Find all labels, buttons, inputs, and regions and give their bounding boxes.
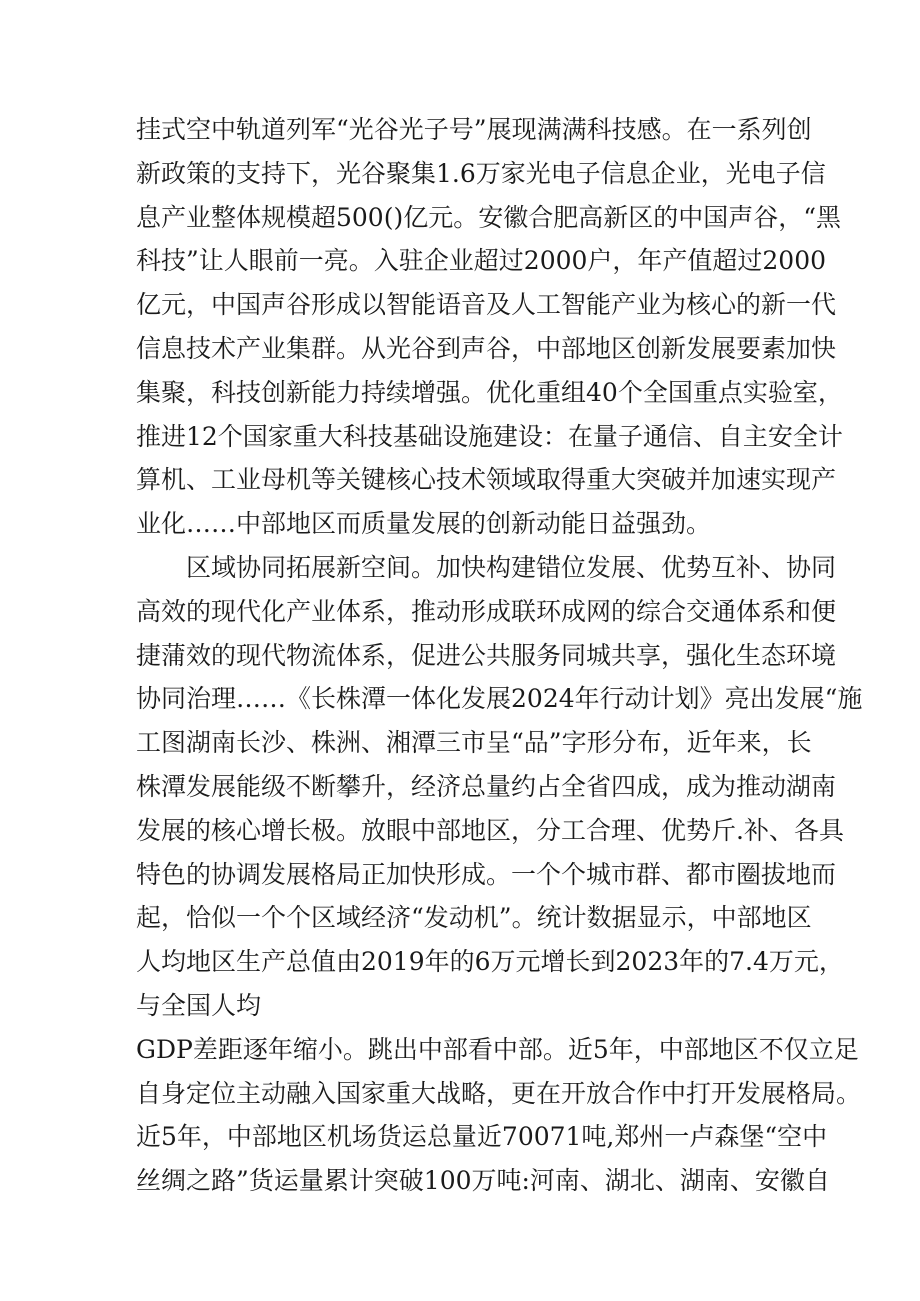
paragraph-start-line: 区域协同拓展新空间。加快构建错位发展、优势互补、协同: [136, 552, 837, 582]
text-line: GDP差距逐年缩小。跳出中部看中部。近5年，中部地区不仅立足: [136, 1034, 859, 1064]
text-line: 信息技术产业集群。从光谷到声谷，中部地区创新发展要素加快: [136, 333, 837, 363]
text-line: 捷蒲效的现代物流体系，促进公共服务同城共享，强化生态环境: [136, 640, 837, 670]
text-line: 特色的协调发展格局正加快形成。一个个城市群、都市圈拔地而: [136, 859, 837, 889]
text-line: 协同治理……《长株潭一体化发展2024年行动计划》亮出发展“施: [136, 684, 863, 714]
body-text: [136, 108, 863, 1203]
text-line: 算机、工业母机等关键核心技术领域取得重大突破并加速实现产: [136, 465, 837, 495]
text-line: 发展的核心增长极。放眼中部地区，分工合理、优势斤.补、各具: [136, 815, 844, 845]
text-line: 株潭发展能级不断攀升，经济总量约占全省四成，成为推动湖南: [136, 771, 837, 801]
text-line: 近5年，中部地区机场货运总量近70071吨,郑州一卢森堡“空中: [136, 1122, 828, 1152]
text-line: 业化……中部地区而质量发展的创新动能日益强劲。: [136, 509, 712, 539]
text-line: 集聚，科技创新能力持续增强。优化重组40个全国重点实验室，: [136, 377, 843, 407]
text-line: 与全国人均: [136, 990, 262, 1020]
text-line: 工图湖南长沙、株洲、湘潭三市呈“品”字形分布，近年来，长: [136, 728, 812, 758]
text-line: 推进12个国家重大科技基础设施建设：在量子通信、自主安全计: [136, 421, 843, 451]
text-line: 自身定位主动融入国家重大战略，更在开放合作中打开发展格局。: [136, 1078, 862, 1108]
text-line: 丝绸之路”货运量累计突破100万吨:河南、湖北、湖南、安徽自: [136, 1166, 830, 1196]
text-line: 新政策的支持下，光谷聚集1.6万家光电子信息企业，光电子信: [136, 158, 826, 188]
text-line: 亿元，中国声谷形成以智能语音及人工智能产业为核心的新一代: [136, 290, 837, 320]
text-line: 起，恰似一个个区域经济“发动机”。统计数据显示，中部地区: [136, 903, 812, 933]
text-line: 科技”让人眼前一亮。入驻企业超过2000户，年产值超过2000: [136, 246, 827, 276]
text-line: 息产业整体规模超500()亿元。安徽合肥高新区的中国声谷，“黑: [136, 202, 842, 232]
text-line: 人均地区生产总值由2019年的6万元增长到2023年的7.4万元，: [136, 947, 844, 977]
text-line: 挂式空中轨道列军“光谷光子号”展现满满科技感。在一系列创: [136, 115, 812, 144]
text-line: 高效的现代化产业体系，推动形成联环成网的综合交通体系和便: [136, 596, 837, 626]
